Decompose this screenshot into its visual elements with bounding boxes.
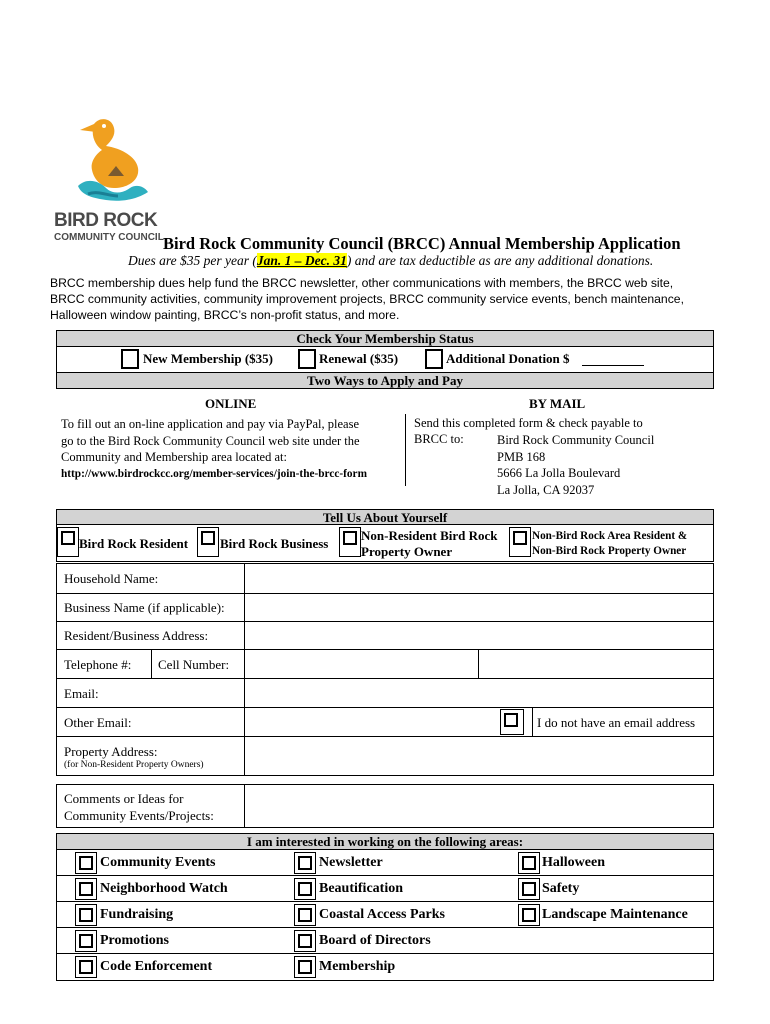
halloween-label: Halloween <box>542 855 605 870</box>
intro-line: BRCC membership dues help fund the BRCC newsletter, other communications with members, the BRCC web site, <box>50 276 674 290</box>
email-input[interactable] <box>245 679 713 707</box>
telephone-input[interactable] <box>479 650 713 678</box>
safety-checkbox[interactable] <box>518 878 540 900</box>
renewal-label: Renewal ($35) <box>319 351 399 366</box>
intro-line: BRCC community activities, community improvement projects, BRCC community service events, bench maintenance, <box>50 292 684 306</box>
comments-input[interactable] <box>245 785 713 827</box>
nonresident-label-line: Non-Resident Bird Rock <box>361 528 498 543</box>
newsletter-label: Newsletter <box>319 855 383 870</box>
dues-line <box>128 253 653 269</box>
code-enforcement-checkbox[interactable] <box>75 956 97 978</box>
status-header: Check Your Membership Status <box>56 330 714 347</box>
address-input[interactable] <box>245 622 713 649</box>
mail-text: Send this completed form & check payable to <box>414 416 643 430</box>
online-title: ONLINE <box>205 396 257 411</box>
membership-label: Membership <box>319 959 396 974</box>
community-events-label: Community Events <box>100 855 216 870</box>
fundraising-label: Fundraising <box>100 907 174 922</box>
business-name-input[interactable] <box>245 594 713 621</box>
comments-label <box>64 790 214 824</box>
cell-label: Cell Number: <box>158 657 230 672</box>
online-url-link[interactable]: http://www.birdrockcc.org/member-services/join-the-brcc-form <box>61 468 367 480</box>
nonresident-checkbox[interactable] <box>339 527 361 557</box>
mail-address-line: 5666 La Jolla Boulevard <box>497 466 621 480</box>
mail-address <box>497 432 654 498</box>
online-text <box>61 416 360 466</box>
new-membership-checkbox[interactable] <box>121 349 139 369</box>
mail-title: BY MAIL <box>529 396 586 411</box>
email-label: Email: <box>64 686 99 701</box>
beautification-checkbox[interactable] <box>294 878 316 900</box>
nonarea-label <box>532 529 687 559</box>
other-email-input[interactable] <box>245 708 532 736</box>
household-input[interactable] <box>245 564 713 593</box>
no-email-checkbox[interactable] <box>500 709 524 735</box>
resident-checkbox[interactable] <box>57 527 79 557</box>
pelican-logo-icon <box>50 106 162 206</box>
community-events-checkbox[interactable] <box>75 852 97 874</box>
nonarea-checkbox[interactable] <box>509 527 531 557</box>
comments-label-line: Community Events/Projects: <box>64 808 214 823</box>
address-label: Resident/Business Address: <box>64 628 209 643</box>
about-row <box>56 524 714 562</box>
board-label: Board of Directors <box>319 933 431 948</box>
nonarea-label-line: Non-Bird Rock Property Owner <box>532 545 687 557</box>
nonresident-label-line: Property Owner <box>361 544 453 559</box>
neighborhood-watch-label: Neighborhood Watch <box>100 881 228 896</box>
property-input[interactable] <box>245 737 713 775</box>
row-divider <box>57 875 713 876</box>
business-checkbox[interactable] <box>197 527 219 557</box>
property-label: Property Address: <box>64 744 158 759</box>
nonarea-label-line: Non-Bird Rock Area Resident & <box>532 530 688 542</box>
landscape-checkbox[interactable] <box>518 904 540 926</box>
page-title: Bird Rock Community Council (BRCC) Annual Membership Application <box>163 234 681 253</box>
coastal-access-checkbox[interactable] <box>294 904 316 926</box>
mail-to: BRCC to: <box>414 432 464 446</box>
membership-checkbox[interactable] <box>294 956 316 978</box>
safety-label: Safety <box>542 881 580 896</box>
online-text-line: To fill out an on-line application and pay via PayPal, please <box>61 417 360 431</box>
halloween-checkbox[interactable] <box>518 852 540 874</box>
promotions-checkbox[interactable] <box>75 930 97 952</box>
interests-table <box>56 849 714 981</box>
donation-amount-line[interactable] <box>582 365 644 366</box>
landscape-label: Landscape Maintenance <box>542 907 688 922</box>
telephone-label: Telephone #: <box>64 657 132 672</box>
donation-label: Additional Donation $ <box>446 351 570 366</box>
fundraising-checkbox[interactable] <box>75 904 97 926</box>
board-checkbox[interactable] <box>294 930 316 952</box>
col-divider <box>151 650 152 678</box>
cell-input[interactable] <box>245 650 478 678</box>
about-header: Tell Us About Yourself <box>56 509 714 525</box>
property-note: (for Non-Resident Property Owners) <box>64 760 204 770</box>
row-divider <box>57 953 713 954</box>
newsletter-checkbox[interactable] <box>294 852 316 874</box>
no-email-label: I do not have an email address <box>537 715 696 730</box>
business-name-label: Business Name (if applicable): <box>64 600 225 615</box>
promotions-label: Promotions <box>100 933 169 948</box>
apply-divider <box>405 414 406 486</box>
mail-address-line: Bird Rock Community Council <box>497 433 655 447</box>
dues-dates: Jan. 1 – Dec. 31 <box>256 253 347 268</box>
comments-label-line: Comments or Ideas for <box>64 791 184 806</box>
logo-line1: BIRD ROCK <box>54 210 158 231</box>
status-row <box>56 346 714 373</box>
resident-label: Bird Rock Resident <box>79 536 189 551</box>
col-divider <box>532 707 533 736</box>
code-enforcement-label: Code Enforcement <box>100 959 213 974</box>
renewal-checkbox[interactable] <box>298 349 316 369</box>
nonresident-label <box>361 528 498 560</box>
intro-line: Halloween window painting, BRCC’s non-profit status, and more. <box>50 308 400 322</box>
coastal-access-label: Coastal Access Parks <box>319 907 445 922</box>
new-membership-label: New Membership ($35) <box>143 351 273 366</box>
mail-address-line: La Jolla, CA 92037 <box>497 482 595 497</box>
row-divider <box>57 927 713 928</box>
online-text-line: Community and Membership area located at: <box>61 450 287 464</box>
donation-checkbox[interactable] <box>425 349 443 369</box>
interests-header: I am interested in working on the following areas: <box>56 833 714 850</box>
comments-box <box>56 784 714 828</box>
apply-header: Two Ways to Apply and Pay <box>56 372 714 389</box>
online-text-line: go to the Bird Rock Community Council web site under the <box>61 433 360 448</box>
intro-text <box>50 275 684 323</box>
neighborhood-watch-checkbox[interactable] <box>75 878 97 900</box>
logo <box>50 106 162 246</box>
mail-address-line: PMB 168 <box>497 449 546 464</box>
row-divider <box>57 901 713 902</box>
other-email-label: Other Email: <box>64 715 132 730</box>
logo-line2: COMMUNITY COUNCIL <box>54 232 164 243</box>
business-label: Bird Rock Business <box>220 536 329 551</box>
household-label: Household Name: <box>64 571 159 586</box>
dues-pre: Dues are $35 per year ( <box>128 253 257 268</box>
fields-table <box>56 563 714 776</box>
beautification-label: Beautification <box>319 881 403 896</box>
dues-post: ) and are tax deductible as are any additional donations. <box>346 253 654 268</box>
